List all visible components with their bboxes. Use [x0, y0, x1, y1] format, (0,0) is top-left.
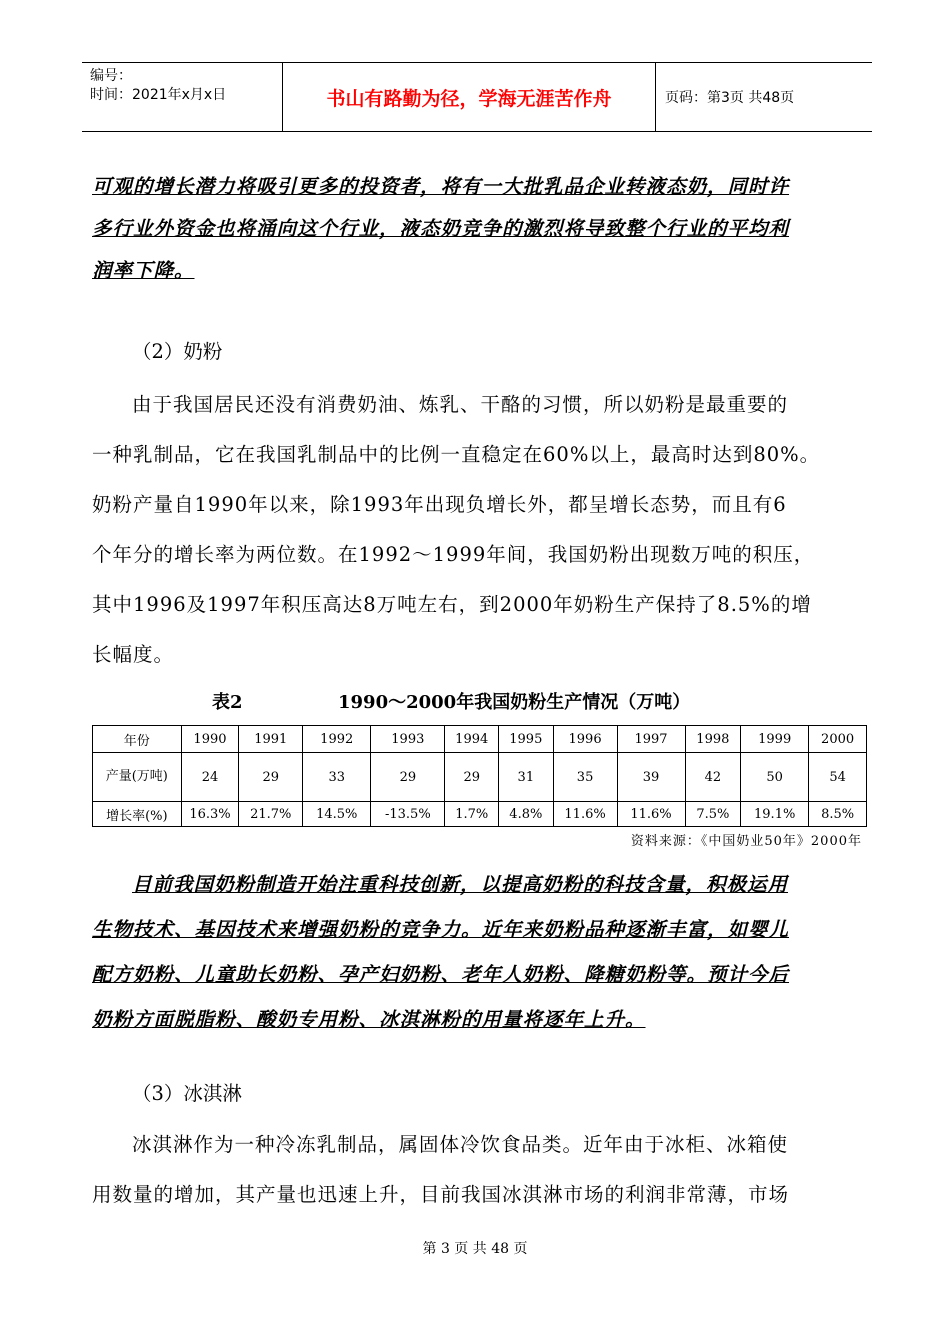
table-cell: 35: [553, 753, 617, 802]
emphasis-paragraph-1: [92, 166, 862, 292]
table-cell: 19.1%: [741, 802, 809, 827]
section-heading-2: （2）奶粉: [132, 340, 223, 363]
table-cell: 11.6%: [553, 802, 617, 827]
para4-line-1: 冰淇淋作为一种冷冻乳制品，属固体冷饮食品类。近年由于冰柜、冰箱使: [132, 1133, 789, 1156]
para2-line-1: 由于我国居民还没有消费奶油、炼乳、干酪的习惯，所以奶粉是最重要的: [132, 393, 789, 416]
para2-line-4: 个年分的增长率为两位数。在1992～1999年间，我国奶粉出现数万吨的积压，: [92, 543, 815, 566]
header-motto: 书山有路勤为径，学海无涯苦作舟: [282, 63, 656, 131]
emphasis-paragraph-3: [92, 862, 862, 1042]
table-cell: 54: [809, 753, 867, 802]
table-cell: 1994: [445, 726, 499, 753]
para1-line-1: 可观的增长潜力将吸引更多的投资者，将有一大批乳品企业转液态奶，同时许: [92, 175, 790, 198]
table-number: 表2: [212, 692, 243, 713]
table-title: 1990～2000年我国奶粉生产情况（万吨）: [338, 692, 691, 713]
table-cell: 1993: [371, 726, 445, 753]
page-header: [82, 62, 872, 132]
table-cell: 16.3%: [181, 802, 239, 827]
data-table: [92, 725, 867, 827]
para1-line-3: 润率下降。: [92, 259, 195, 282]
para3-line-3: 配方奶粉、儿童助长奶粉、孕产妇奶粉、老年人奶粉、降糖奶粉等。预计今后: [92, 963, 790, 986]
body-paragraph-2: [92, 380, 862, 680]
table-cell: 1997: [617, 726, 685, 753]
table-cell: 1995: [499, 726, 554, 753]
row-header: 增长率(%): [93, 802, 182, 827]
table-cell: 31: [499, 753, 554, 802]
table-cell: 24: [181, 753, 239, 802]
section-heading-3: （3）冰淇淋: [132, 1082, 242, 1105]
table-cell: 1996: [553, 726, 617, 753]
para2-line-3: 奶粉产量自1990年以来，除1993年出现负增长外，都呈增长态势，而且有6: [92, 493, 787, 516]
time-label: 时间：2021年x月x日: [90, 87, 227, 103]
para3-line-2: 生物技术、基因技术来增强奶粉的竞争力。近年来奶粉品种逐渐丰富，如婴儿: [92, 918, 790, 941]
table-cell: 1998: [685, 726, 741, 753]
table-cell: 1.7%: [445, 802, 499, 827]
table-row-growth: [93, 802, 867, 827]
table-row-output: [93, 753, 867, 802]
table-cell: -13.5%: [371, 802, 445, 827]
table-cell: 14.5%: [303, 802, 371, 827]
table-cell: 4.8%: [499, 802, 554, 827]
table-cell: 29: [239, 753, 303, 802]
table-cell: 33: [303, 753, 371, 802]
table-cell: 39: [617, 753, 685, 802]
table-cell: 2000: [809, 726, 867, 753]
body-paragraph-4: [92, 1120, 862, 1220]
para2-line-6: 长幅度。: [92, 643, 175, 666]
table-cell: 1991: [239, 726, 303, 753]
page-footer: 第 3 页 共 48 页: [422, 1241, 528, 1257]
para4-line-2: 用数量的增加，其产量也迅速上升，目前我国冰淇淋市场的利润非常薄，市场: [92, 1183, 790, 1206]
para2-line-5: 其中1996及1997年积压高达8万吨左右，到2000年奶粉生产保持了8.5%的增: [92, 593, 812, 616]
row-header: 产量(万吨): [93, 753, 182, 802]
table-cell: 1999: [741, 726, 809, 753]
table-cell: 29: [445, 753, 499, 802]
number-label: 编号：: [90, 68, 132, 84]
table-row-year: [93, 726, 867, 753]
table-cell: 50: [741, 753, 809, 802]
table-cell: 29: [371, 753, 445, 802]
table-source: 资料来源：《中国奶业50年》2000年: [630, 834, 862, 849]
para2-line-2: 一种乳制品，它在我国乳制品中的比例一直稳定在60%以上，最高时达到80%。: [92, 443, 821, 466]
table-cell: 21.7%: [239, 802, 303, 827]
para3-line-4: 奶粉方面脱脂粉、酸奶专用粉、冰淇淋粉的用量将逐年上升。: [92, 1008, 646, 1031]
table-cell: 42: [685, 753, 741, 802]
table-cell: 11.6%: [617, 802, 685, 827]
row-header: 年份: [93, 726, 182, 753]
header-page-info: 页码：第3页 共48页: [665, 90, 795, 106]
header-meta: [82, 63, 282, 135]
para3-line-1: 目前我国奶粉制造开始注重科技创新，以提高奶粉的科技含量，积极运用: [132, 873, 789, 896]
table-cell: 1992: [303, 726, 371, 753]
table-cell: 1990: [181, 726, 239, 753]
para1-line-2: 多行业外资金也将涌向这个行业，液态奶竞争的激烈将导致整个行业的平均利: [92, 217, 790, 240]
table-cell: 8.5%: [809, 802, 867, 827]
table-cell: 7.5%: [685, 802, 741, 827]
